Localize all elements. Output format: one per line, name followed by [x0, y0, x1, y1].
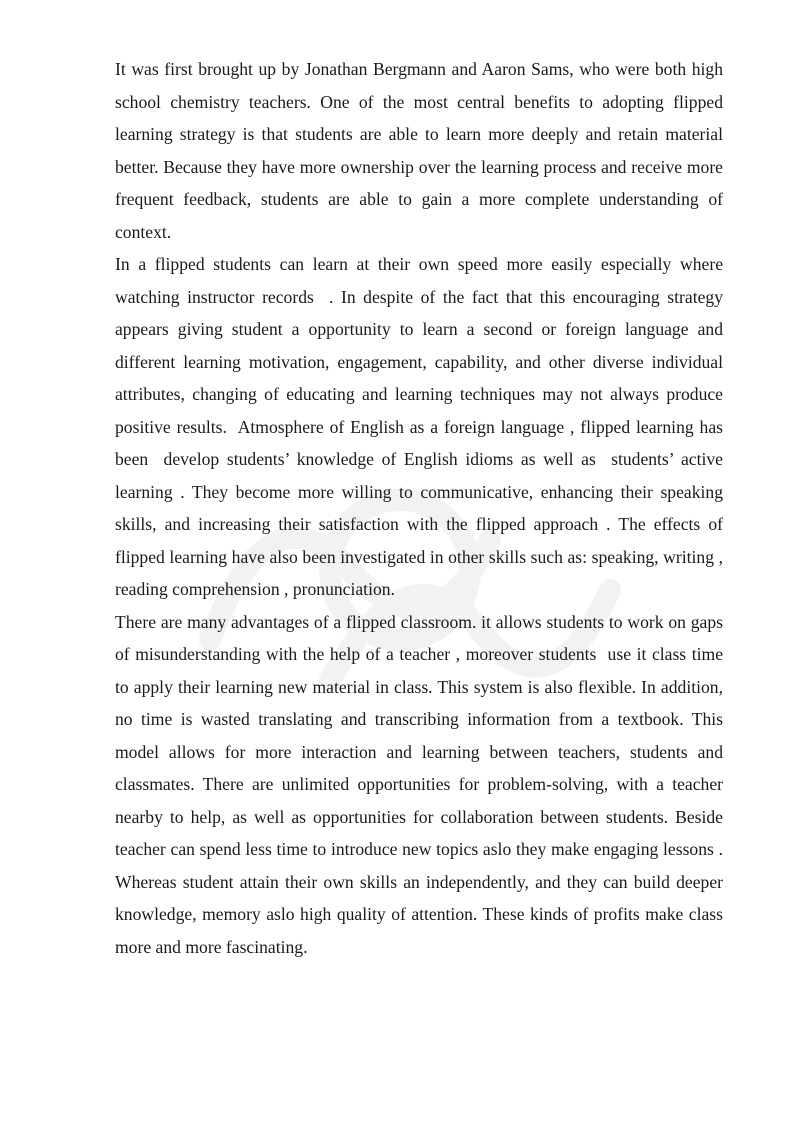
paragraph-3: There are many advantages of a flipped classroom. it allows students to work on gaps of misunderstanding with the help of a teacher , moreover students use it class time to apply their learning new material in class. This system is also flexible. In addition, no time is wasted translating and transcribing information from a textbook. This model allows for more interaction and learning between teachers, students and classmates. There are unlimited opportunities for problem-solving, with a teacher nearby to help, as well as opportunities for collaboration between students. Beside teacher can spend less time to introduce new topics aslo they make engaging lessons . Whereas student attain their own skills an independently, and they can build deeper knowledge, memory aslo high quality of attention. These kinds of profits make class more and more fascinating.: [115, 611, 728, 957]
body-text: [115, 53, 728, 963]
paragraph-1: It was first brought up by Jonathan Bergmann and Aaron Sams, who were both high school chemistry teachers. One of the most central benefits to adopting flipped learning strategy is that students are able to learn more deeply and retain material better. Because they have more ownership over the learning process and receive more frequent feedback, students are able to gain a more complete understanding of context.: [115, 59, 728, 242]
paragraph-2: In a flipped students can learn at their own speed more easily especially where watching instructor records . In despite of the fact that this encouraging strategy appears giving student a opportunity to learn a second or foreign language and different learning motivation, engagement, capability, and other diverse individual attributes, changing of educating and learning techniques may not always produce positive results. Atmosphere of English as a foreign language , flipped learning has been develop students’ knowledge of English idioms as well as students’ active learning . They become more willing to communicative, enhancing their speaking skills, and increasing their satisfaction with the flipped approach . The effects of flipped learning have also been investigated in other skills such as: speaking, writing , reading comprehension , pronunciation.: [115, 254, 728, 599]
